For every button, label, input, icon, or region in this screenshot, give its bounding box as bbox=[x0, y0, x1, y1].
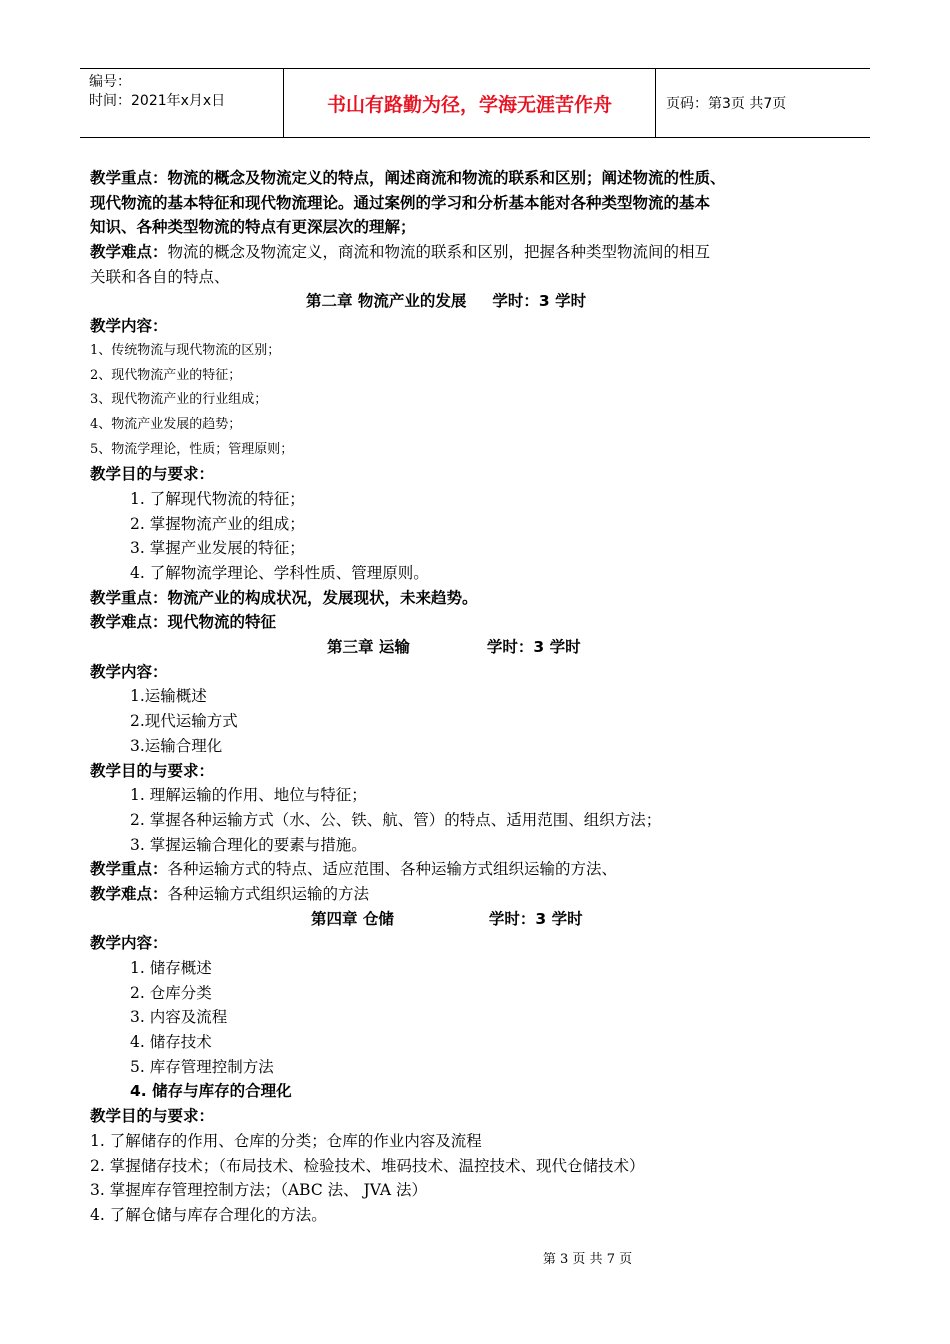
list-item: 2. 掌握各种运输方式（水、公、铁、航、管）的特点、适用范围、组织方法； bbox=[130, 810, 662, 829]
list-item: 2. 掌握储存技术；（布局技术、检验技术、堆码技术、温控技术、现代仓储技术） bbox=[90, 1156, 645, 1175]
chapter-hours: 学时：3 学时 bbox=[486, 638, 581, 657]
list-item: 5. 库存管理控制方法 bbox=[130, 1057, 274, 1076]
text-line: 知识、各种类型物流的特点有更深层次的理解； bbox=[90, 218, 416, 237]
list-item: 2. 掌握物流产业的组成； bbox=[130, 514, 305, 533]
list-item: 2.现代运输方式 bbox=[130, 712, 238, 731]
list-item: 1. 了解储存的作用、仓库的分类；仓库的作业内容及流程 bbox=[90, 1131, 482, 1150]
section-heading: 教学目的与要求： bbox=[90, 1107, 215, 1126]
difficulty-label: 教学难点： bbox=[90, 243, 168, 262]
chapter-hours: 学时：3 学时 bbox=[488, 909, 583, 928]
difficulty-text: 物流的概念及物流定义，商流和物流的联系和区别，把握各种类型物流间的相互 bbox=[167, 243, 711, 262]
header-code-label: 编号： bbox=[89, 74, 131, 90]
list-item: 2. 仓库分类 bbox=[130, 983, 212, 1002]
list-item: 1、传统物流与现代物流的区别； bbox=[90, 342, 281, 358]
chapter-heading bbox=[90, 289, 865, 314]
chapter-heading bbox=[90, 635, 865, 660]
list-item: 4、物流产业发展的趋势； bbox=[90, 416, 242, 432]
page-header bbox=[80, 68, 870, 138]
list-item: 2、现代物流产业的特征； bbox=[90, 367, 242, 383]
chapter-title: 第四章 仓储 bbox=[311, 909, 394, 928]
text-line: 关联和各自的特点、 bbox=[90, 267, 230, 286]
list-item: 3. 掌握库存管理控制方法；（ABC 法、 JVA 法） bbox=[90, 1181, 428, 1200]
focus-text: 各种运输方式的特点、适应范围、各种运输方式组织运输的方法、 bbox=[167, 860, 618, 879]
chapter-hours: 学时：3 学时 bbox=[492, 292, 587, 311]
difficulty-text: 各种运输方式组织运输的方法 bbox=[167, 884, 370, 903]
list-item: 3. 掌握产业发展的特征； bbox=[130, 539, 305, 558]
section-heading: 教学内容： bbox=[90, 934, 168, 953]
header-motto: 书山有路勤为径，学海无涯苦作舟 bbox=[284, 69, 656, 137]
list-item: 3. 掌握运输合理化的要素与措施。 bbox=[130, 835, 367, 854]
chapter-title: 第三章 运输 bbox=[327, 638, 410, 657]
text-line bbox=[90, 240, 865, 265]
document-body bbox=[90, 166, 865, 1228]
difficulty-label: 教学难点： bbox=[90, 884, 168, 903]
list-item: 4. 了解物流学理论、学科性质、管理原则。 bbox=[130, 564, 429, 582]
header-meta bbox=[80, 69, 284, 137]
list-item: 1. 理解运输的作用、地位与特征； bbox=[130, 786, 367, 805]
text-line: 现代物流的基本特征和现代物流理论。通过案例的学习和分析基本能对各种类型物流的基本 bbox=[90, 193, 711, 212]
list-item: 3、现代物流产业的行业组成； bbox=[90, 392, 268, 408]
list-item: 1. 储存概述 bbox=[130, 959, 212, 977]
chapter-title: 第二章 物流产业的发展 bbox=[306, 292, 467, 311]
section-heading: 教学内容： bbox=[90, 662, 168, 681]
focus-label: 教学重点： bbox=[90, 860, 168, 879]
section-heading: 教学内容： bbox=[90, 317, 168, 336]
text-line: 教学重点：物流的概念及物流定义的特点，阐述商流和物流的联系和区别；阐述物流的性质、 bbox=[90, 169, 726, 187]
list-item: 4. 储存与库存的合理化 bbox=[130, 1082, 292, 1101]
list-item: 5、物流学理论，性质；管理原则； bbox=[90, 441, 294, 457]
list-item: 3. 内容及流程 bbox=[130, 1008, 228, 1027]
list-item: 4. 了解仓储与库存合理化的方法。 bbox=[90, 1205, 327, 1224]
header-date-label: 时间：2021年x月x日 bbox=[89, 93, 226, 109]
list-item: 4. 储存技术 bbox=[130, 1033, 212, 1052]
text-line bbox=[90, 882, 865, 907]
list-item: 3.运输合理化 bbox=[130, 736, 223, 755]
text-line: 教学难点：现代物流的特征 bbox=[90, 613, 277, 632]
header-page-info: 页码：第3页 共7页 bbox=[666, 96, 787, 112]
text-line: 教学重点：物流产业的构成状况，发展现状，未来趋势。 bbox=[90, 588, 478, 607]
section-heading: 教学目的与要求： bbox=[90, 465, 215, 484]
page-footer: 第 3 页 共 7 页 bbox=[542, 1252, 633, 1267]
chapter-heading bbox=[90, 907, 865, 932]
list-item: 1. 了解现代物流的特征； bbox=[130, 489, 305, 508]
text-line bbox=[90, 857, 865, 882]
list-item: 1.运输概述 bbox=[130, 687, 207, 706]
section-heading: 教学目的与要求： bbox=[90, 761, 215, 780]
